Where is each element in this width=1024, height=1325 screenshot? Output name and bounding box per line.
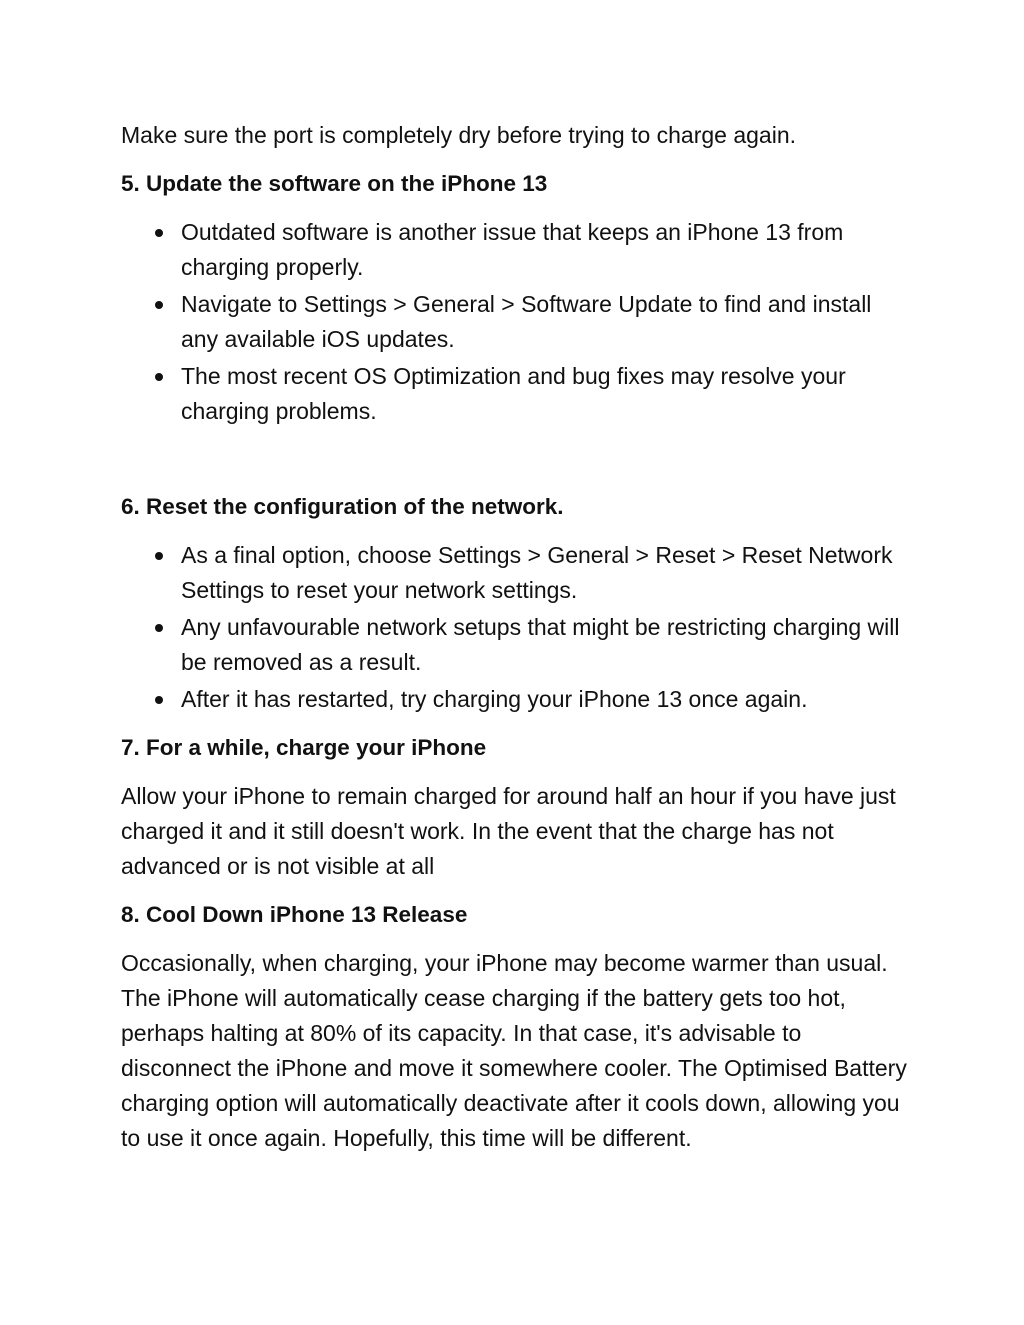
list-item-text: Navigate to Settings > General > Software Update to find and install any available iOS updates. xyxy=(181,291,872,352)
section-5-bullet-list xyxy=(121,215,911,429)
section-6-bullet-list xyxy=(121,538,911,717)
list-item-text: The most recent OS Optimization and bug fixes may resolve your charging problems. xyxy=(181,363,846,424)
blank-spacer xyxy=(121,442,911,489)
section-8-heading: 8. Cool Down iPhone 13 Release xyxy=(121,902,468,927)
bullet-icon xyxy=(155,373,163,381)
section-8-body: Occasionally, when charging, your iPhone may become warmer than usual. The iPhone will automatically cease charging if the battery gets too hot, perhaps halting at 80% of its capacity. In that case, it's advisable to disconnect the iPhone and move it somewhere cooler. The Optimised Battery charging option will automatically deactivate after it cools down, allowing you to use it once again. Hopefully, this time will be different. xyxy=(121,950,907,1151)
list-item xyxy=(121,682,911,717)
section-7-body: Allow your iPhone to remain charged for around half an hour if you have just charged it and it still doesn't work. In the event that the charge has not advanced or is not visible at all xyxy=(121,783,896,879)
bullet-icon xyxy=(155,624,163,632)
document-page xyxy=(121,118,911,1169)
list-item-text: After it has restarted, try charging your iPhone 13 once again. xyxy=(181,686,808,712)
bullet-icon xyxy=(155,301,163,309)
list-item-text: Outdated software is another issue that keeps an iPhone 13 from charging properly. xyxy=(181,219,844,280)
list-item-text: Any unfavourable network setups that might be restricting charging will be removed as a result. xyxy=(181,614,900,675)
list-item xyxy=(121,359,911,429)
bullet-icon xyxy=(155,229,163,237)
list-item xyxy=(121,610,911,680)
section-7-heading: 7. For a while, charge your iPhone xyxy=(121,735,487,760)
list-item xyxy=(121,538,911,608)
intro-paragraph: Make sure the port is completely dry before trying to charge again. xyxy=(121,122,797,148)
bullet-icon xyxy=(155,552,163,560)
bullet-icon xyxy=(155,696,163,704)
section-5-heading: 5. Update the software on the iPhone 13 xyxy=(121,171,548,196)
list-item xyxy=(121,215,911,285)
list-item-text: As a final option, choose Settings > General > Reset > Reset Network Settings to reset your network settings. xyxy=(181,542,893,603)
list-item xyxy=(121,287,911,357)
section-6-heading: 6. Reset the configuration of the network. xyxy=(121,494,564,519)
